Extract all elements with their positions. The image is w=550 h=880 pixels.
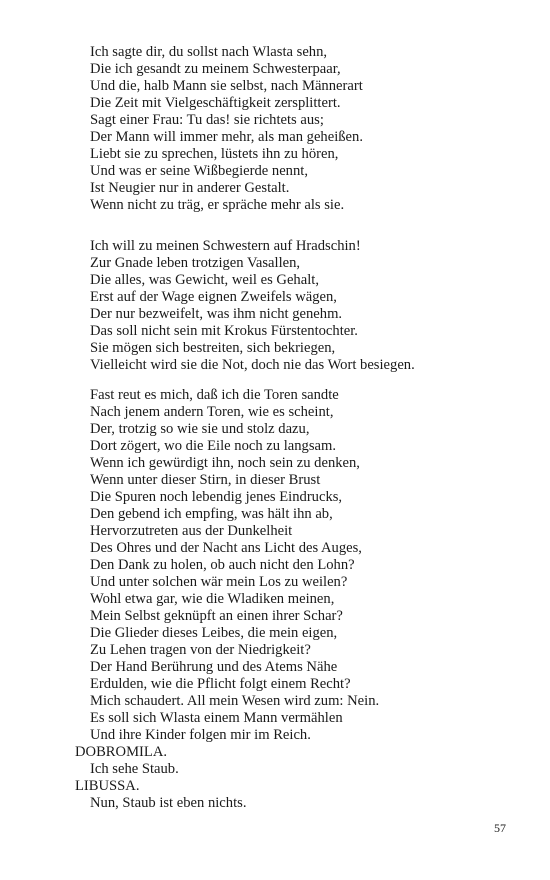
verse-line: Der Hand Berührung und des Atems Nähe [90, 659, 338, 675]
page-number: 57 [494, 821, 506, 835]
verse-line: Sagt einer Frau: Tu das! sie richtets aus; [90, 112, 324, 128]
verse-line: Wenn unter dieser Stirn, in dieser Brust [90, 472, 321, 488]
verse-line: Ich sagte dir, du sollst nach Wlasta sehn, [90, 44, 328, 60]
speaker-name: DOBROMILA. [75, 744, 168, 760]
verse-line: Ist Neugier nur in anderer Gestalt. [90, 180, 290, 196]
verse-line: Die Zeit mit Vielgeschäftigkeit zersplittert. [90, 95, 341, 111]
verse-line: Und die, halb Mann sie selbst, nach Männerart [90, 78, 363, 94]
verse-line: Wenn nicht zu träg, er spräche mehr als sie. [90, 197, 345, 213]
verse-line: Vielleicht wird sie die Not, doch nie das Wort besiegen. [90, 357, 415, 373]
verse-line: Sie mögen sich bestreiten, sich bekriegen, [90, 340, 336, 356]
verse-line: Die Spuren noch lebendig jenes Eindrucks, [90, 489, 343, 505]
verse-line: Der nur bezweifelt, was ihm nicht genehm. [90, 306, 343, 322]
verse-line: Wohl etwa gar, wie die Wladiken meinen, [90, 591, 335, 607]
verse-line: Die ich gesandt zu meinem Schwesterpaar, [90, 61, 341, 77]
dialogue-line: Nun, Staub ist eben nichts. [90, 795, 247, 811]
verse-line: Liebt sie zu sprechen, lüstets ihn zu hören, [90, 146, 339, 162]
speaker-name: LIBUSSA. [75, 778, 140, 794]
verse-line: Den Dank zu holen, ob auch nicht den Lohn? [90, 557, 355, 573]
verse-line: Der, trotzig so wie sie und stolz dazu, [90, 421, 310, 437]
verse-line: Den gebend ich empfing, was hält ihn ab, [90, 506, 333, 522]
verse-line: Wenn ich gewürdigt ihn, noch sein zu denken, [90, 455, 360, 471]
verse-line: Mein Selbst geknüpft an einen ihrer Schar? [90, 608, 343, 624]
verse-line: Die alles, was Gewicht, weil es Gehalt, [90, 272, 319, 288]
verse-line: Nach jenem andern Toren, wie es scheint, [90, 404, 334, 420]
verse-line: Zu Lehen tragen von der Niedrigkeit? [90, 642, 311, 658]
dialogue-line: Ich sehe Staub. [90, 761, 179, 777]
verse-line: Des Ohres und der Nacht ans Licht des Auges, [90, 540, 362, 556]
verse-line: Zur Gnade leben trotzigen Vasallen, [90, 255, 301, 271]
verse-line: Es soll sich Wlasta einem Mann vermählen [90, 710, 343, 726]
verse-line: Und was er seine Wißbegierde nennt, [90, 163, 308, 179]
verse-line: Dort zögert, wo die Eile noch zu langsam. [90, 438, 336, 454]
verse-line: Das soll nicht sein mit Krokus Fürstentochter. [90, 323, 358, 339]
verse-line: Erdulden, wie die Pflicht folgt einem Recht? [90, 676, 351, 692]
verse-line: Fast reut es mich, daß ich die Toren sandte [90, 387, 339, 403]
verse-line: Hervorzutreten aus der Dunkelheit [90, 523, 293, 539]
verse-line: Ich will zu meinen Schwestern auf Hradschin! [90, 238, 361, 254]
verse-line: Die Glieder dieses Leibes, die mein eigen, [90, 625, 338, 641]
verse-line: Und unter solchen wär mein Los zu weilen? [90, 574, 348, 590]
verse-line: Und ihre Kinder folgen mir im Reich. [90, 727, 311, 743]
verse-line: Der Mann will immer mehr, als man geheißen. [90, 129, 363, 145]
verse-line: Mich schaudert. All mein Wesen wird zum: Nein. [90, 693, 380, 709]
verse-line: Erst auf der Wage eignen Zweifels wägen, [90, 289, 337, 305]
